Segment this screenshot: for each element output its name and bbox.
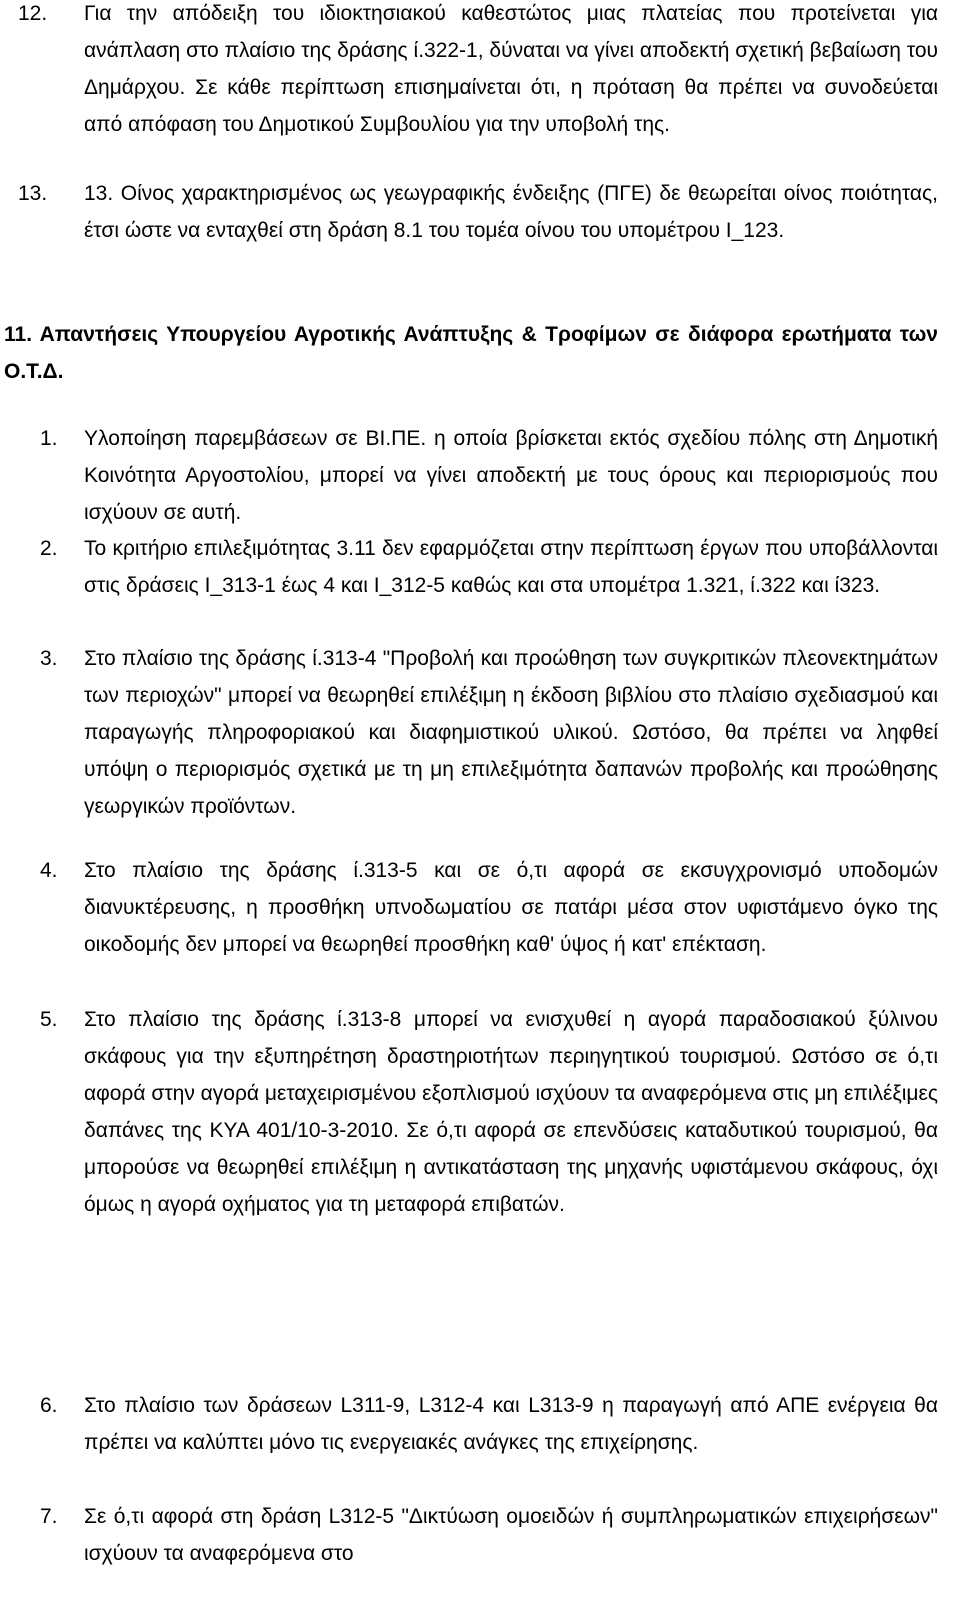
item-text: 13. Οίνος χαρακτηρισμένος ως γεωγραφικής ένδειξης (ΠΓΕ) δε θεωρείται οίνος ποιότητας, έτσι ώστε να ενταχθεί στη δράση 8.1 του τομέα οίνου του υπομέτρου Ι_123.	[84, 182, 938, 242]
item-number: 2.	[40, 537, 58, 560]
list-item	[0, 852, 960, 963]
list-item	[0, 530, 960, 604]
item-number: 3.	[40, 647, 58, 670]
item-number: 4.	[40, 859, 58, 882]
item-number: 12.	[18, 2, 48, 25]
item-text: Στο πλαίσιο της δράσης ί.313-4 "Προβολή και προώθηση των συγκριτικών πλεονεκτημάτων των περιοχών" μπορεί να θεωρηθεί επιλέξιμη η έκδοση βιβλίου στο πλαίσιο σχεδιασμού και παραγωγής πληροφοριακού και διαφημιστικού υλικού. Ωστόσο, θα πρέπει να ληφθεί υπόψη ο περιορισμός σχετικά με τη μη επιλεξιμότητα δαπανών προβολής και προώθησης γεωργικών προϊόντων.	[84, 647, 938, 818]
item-text: Υλοποίηση παρεμβάσεων σε ΒΙ.ΠΕ. η οποία βρίσκεται εκτός σχεδίου πόλης στη Δημοτική Κοινότητα Αργοστολίου, μπορεί να γίνει αποδεκτή με τους όρους και περιορισμούς που ισχύουν σε αυτή.	[84, 427, 938, 524]
list-item	[0, 1001, 960, 1223]
item-number: 7.	[40, 1505, 58, 1528]
section-heading: 11. Απαντήσεις Υπουργείου Αγροτικής Ανάπτυξης & Τροφίμων σε διάφορα ερωτήματα των Ο.Τ.Δ.	[4, 323, 938, 383]
item-number: 13.	[18, 182, 48, 205]
item-text: Το κριτήριο επιλεξιμότητας 3.11 δεν εφαρμόζεται στην περίπτωση έργων που υποβάλλονται στις δράσεις Ι_313-1 έως 4 και Ι_312-5 καθώς και στα υπομέτρα 1.321, ί.322 και ί323.	[84, 537, 938, 597]
item-text: Για την απόδειξη του ιδιοκτησιακού καθεστώτος μιας πλατείας που προτείνεται για ανάπλαση στο πλαίσιο της δράσης ί.322-1, δύναται να γίνει αποδεκτή σχετική βεβαίωση του Δημάρχου. Σε κάθε περίπτωση επισημαίνεται ότι, η πρόταση θα πρέπει να συνοδεύεται από απόφαση του Δημοτικού Συμβουλίου για την υποβολή της.	[84, 2, 938, 136]
item-number: 6.	[40, 1394, 58, 1417]
item-number: 1.	[40, 427, 58, 450]
list-item	[0, 1387, 960, 1461]
list-item	[0, 175, 960, 249]
item-text: Στο πλαίσιο της δράσης ί.313-5 και σε ό,τι αφορά σε εκσυγχρονισμό υποδομών διανυκτέρευσης, η προσθήκη υπνοδωματίου σε πατάρι μέσα στον υφιστάμενο όγκο της οικοδομής δεν μπορεί να θεωρηθεί προσθήκη καθ' ύψος ή κατ' επέκταση.	[84, 859, 938, 956]
item-number: 5.	[40, 1008, 58, 1031]
list-item	[0, 420, 960, 531]
item-text: Στο πλαίσιο των δράσεων L311-9, L312-4 και L313-9 η παραγωγή από ΑΠΕ ενέργεια θα πρέπει να καλύπτει μόνο τις ενεργειακές ανάγκες της επιχείρησης.	[84, 1394, 938, 1454]
item-text: Σε ό,τι αφορά στη δράση L312-5 "Δικτύωση ομοειδών ή συμπληρωματικών επιχειρήσεων" ισχύουν τα αναφερόμενα στο	[84, 1505, 938, 1565]
list-item	[0, 1498, 960, 1572]
item-text: Στο πλαίσιο της δράσης ί.313-8 μπορεί να ενισχυθεί η αγορά παραδοσιακού ξύλινου σκάφους για την εξυπηρέτηση δραστηριοτήτων περιηγητικού τουρισμού. Ωστόσο σε ό,τι αφορά στην αγορά μεταχειρισμένου εξοπλισμού ισχύουν τα αναφερόμενα στις μη επιλέξιμες δαπάνες της ΚΥΑ 401/10-3-2010. Σε ό,τι αφορά σε επενδύσεις καταδυτικού τουρισμού, θα μπορούσε να θεωρηθεί επιλέξιμη η αντικατάσταση της μηχανής υφιστάμενου σκάφους, όχι όμως η αγορά οχήματος για τη μεταφορά επιβατών.	[84, 1008, 938, 1216]
list-item	[0, 640, 960, 825]
list-item	[0, 0, 960, 143]
